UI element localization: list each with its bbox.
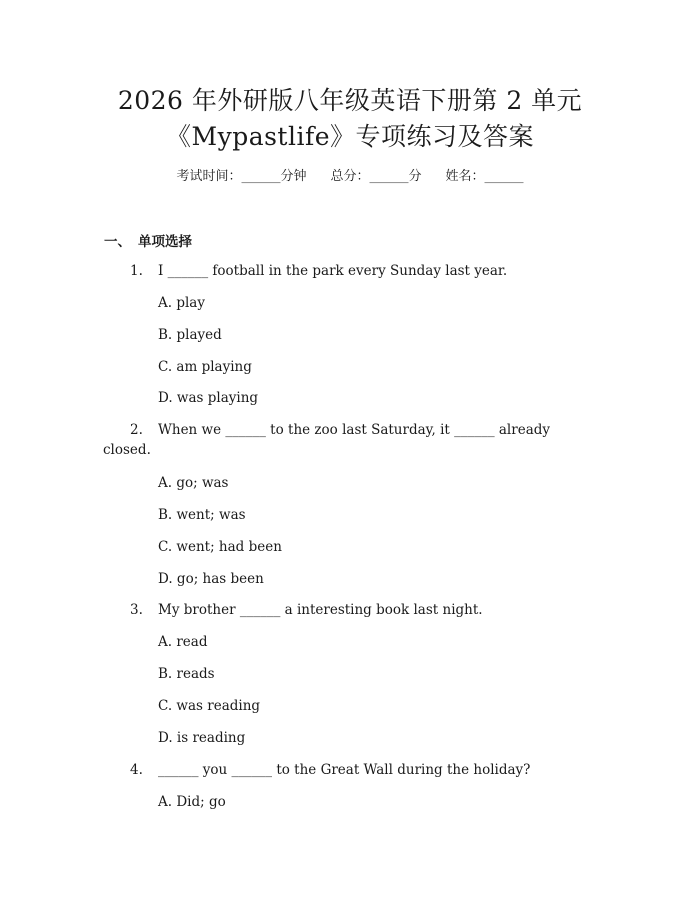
question-number: 4. (130, 762, 143, 778)
page-title-line-1: 2026 年外研版八年级英语下册第 2 单元 (117, 86, 583, 115)
option-1c: C. am playing (158, 359, 252, 375)
exam-name-field: 姓名：______ (445, 169, 524, 184)
option-2c: C. went; had been (158, 539, 282, 555)
option-3d: D. is reading (158, 730, 246, 746)
option-1a: A. play (158, 295, 205, 311)
section-title: 单项选择 (138, 234, 192, 250)
page-title-line-2: 《Mypastlife》专项练习及答案 (165, 122, 535, 151)
exam-time-field: 考试时间：______分钟 (176, 169, 307, 184)
exam-meta (0, 169, 700, 185)
question-text: When we ______ to the zoo last Saturday, it ______ already closed. (103, 422, 551, 458)
question-number: 1. (130, 263, 143, 279)
question-1 (103, 261, 573, 281)
option-2d: D. go; has been (158, 571, 264, 587)
option-1b: B. played (158, 327, 222, 343)
option-2a: A. go; was (158, 475, 229, 491)
question-number: 3. (130, 602, 143, 618)
question-text: My brother ______ a interesting book last night. (158, 602, 483, 618)
section-number: 一、 (104, 234, 131, 250)
question-text: ______ you ______ to the Great Wall during the holiday? (158, 762, 531, 778)
exam-score-field: 总分：______分 (330, 169, 422, 184)
question-number: 2. (130, 422, 143, 438)
question-text: I ______ football in the park every Sunday last year. (158, 263, 508, 279)
question-3 (103, 600, 573, 620)
question-4 (103, 760, 573, 780)
option-4a: A. Did; go (158, 794, 226, 810)
option-1d: D. was playing (158, 390, 259, 406)
option-3c: C. was reading (158, 698, 261, 714)
option-3a: A. read (158, 634, 208, 650)
question-2 (103, 420, 563, 460)
option-2b: B. went; was (158, 507, 246, 523)
option-3b: B. reads (158, 666, 215, 682)
section-heading (104, 230, 192, 250)
